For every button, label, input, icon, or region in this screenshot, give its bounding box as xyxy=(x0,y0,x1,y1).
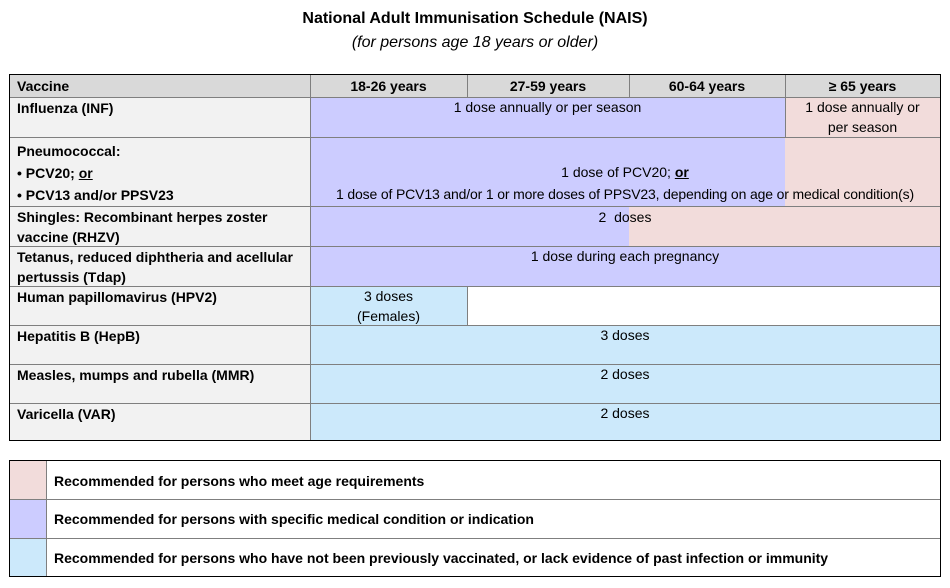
table-border xyxy=(9,74,941,441)
header-vaccine: Vaccine xyxy=(10,75,310,97)
shingles-dose: 2 doses xyxy=(598,209,652,225)
shingles-name-line2: vaccine (RHZV) xyxy=(17,229,120,245)
tdap-dose: 1 dose during each pregnancy xyxy=(310,246,940,286)
influenza-name: Influenza (INF) xyxy=(17,100,114,116)
pneumococcal-bullet-2: • PCV13 and/or PPSV23 xyxy=(17,187,174,203)
tdap-name-line2: pertussis (Tdap) xyxy=(17,269,126,285)
pneumococcal-name: Pneumococcal: xyxy=(17,143,121,159)
shingles-name-line1: Shingles: Recombinant herpes zoster xyxy=(17,209,268,225)
pneumococcal-bullet-1: • PCV20; or xyxy=(17,165,93,181)
hepb-name: Hepatitis B (HepB) xyxy=(17,328,140,344)
header-60-64: 60-64 years xyxy=(629,75,785,97)
page-subtitle: (for persons age 18 years or older) xyxy=(351,34,599,51)
influenza-dose-purple: 1 dose annually or per season xyxy=(310,97,785,137)
mmr-name: Measles, mumps and rubella (MMR) xyxy=(17,367,255,383)
pneumococcal-dose-line1: 1 dose of PCV20; or xyxy=(561,164,689,180)
var-dose: 2 doses xyxy=(310,403,940,440)
hepb-dose: 3 doses xyxy=(310,325,940,364)
hpv-dose-line1: 3 doses xyxy=(363,288,414,304)
influenza-65-line2: per season xyxy=(827,119,898,135)
mmr-dose: 2 doses xyxy=(310,364,940,403)
header-65-plus: ≥ 65 years xyxy=(785,75,940,97)
header-18-26: 18-26 years xyxy=(310,75,467,97)
header-27-59: 27-59 years xyxy=(467,75,629,97)
legend-label-age: Recommended for persons who meet age requirements xyxy=(54,473,425,489)
pneumococcal-dose-line2: 1 dose of PCV13 and/or 1 or more doses of PPSV23, depending on age or medical condition(s) xyxy=(336,186,914,202)
legend-label-medical: Recommended for persons with specific medical condition or indication xyxy=(54,511,534,527)
hpv-dose-line2: (Females) xyxy=(356,308,420,324)
tdap-name-line1: Tetanus, reduced diphtheria and acellular xyxy=(17,249,293,265)
legend-label-not-vaccinated: Recommended for persons who have not been previously vaccinated, or lack evidence of past infection or immunity xyxy=(54,550,829,566)
hpv-name: Human papillomavirus (HPV2) xyxy=(17,289,217,305)
legend-border xyxy=(9,460,941,577)
influenza-65-line1: 1 dose annually or xyxy=(805,99,920,115)
page-title: National Adult Immunisation Schedule (NAIS) xyxy=(302,10,648,27)
var-name: Varicella (VAR) xyxy=(17,406,116,422)
